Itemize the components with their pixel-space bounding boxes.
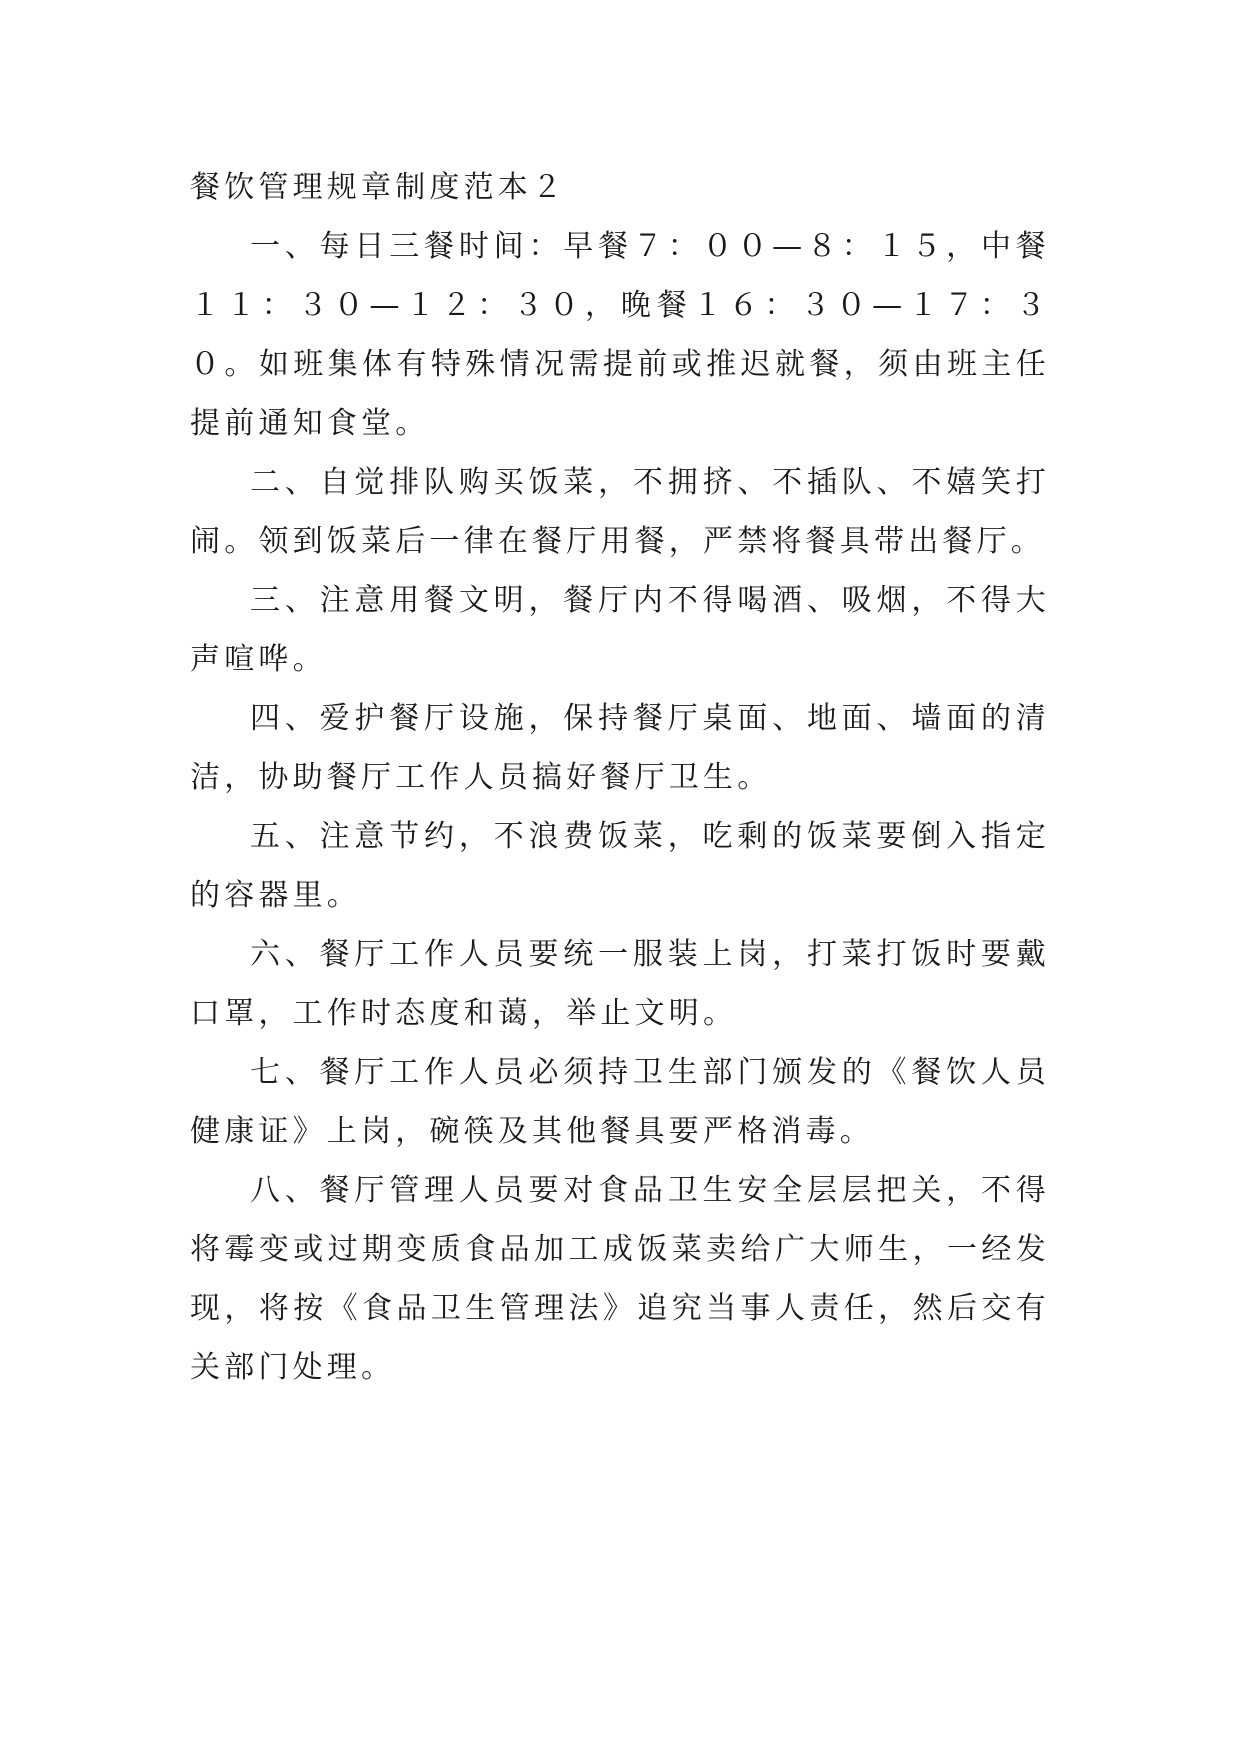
paragraph-4-facilities: 四、爱护餐厅设施，保持餐厅桌面、地面、墙面的清洁，协助餐厅工作人员搞好餐厅卫生。 [190, 701, 1050, 795]
paragraph-5-no-waste: 五、注意节约，不浪费饭菜，吃剩的饭菜要倒入指定的容器里。 [190, 819, 1050, 913]
paragraph-3-dining-manners: 三、注意用餐文明，餐厅内不得喝酒、吸烟，不得大声喧哗。 [190, 583, 1050, 677]
paragraph-8-food-safety: 八、餐厅管理人员要对食品卫生安全层层把关，不得将霉变或过期变质食品加工成饭菜卖给广大师生，一经发现，将按《食品卫生管理法》追究当事人责任，然后交有关部门处理。 [190, 1173, 1050, 1385]
paragraph-7-health-certificate: 七、餐厅工作人员必须持卫生部门颁发的《餐饮人员健康证》上岗，碗筷及其他餐具要严格消毒。 [190, 1055, 1050, 1149]
document-body [190, 158, 1050, 1397]
paragraph-1-meal-times: 一、每日三餐时间：早餐７：００—８：１５，中餐１１：３０—１２：３０，晚餐１６：３０—１７：３０。如班集体有特殊情况需提前或推迟就餐，须由班主任提前通知食堂。 [190, 229, 1050, 441]
paragraph-2-queue: 二、自觉排队购买饭菜，不拥挤、不插队、不嬉笑打闹。领到饭菜后一律在餐厅用餐，严禁将餐具带出餐厅。 [190, 465, 1050, 559]
paragraph-6-staff-uniform: 六、餐厅工作人员要统一服装上岗，打菜打饭时要戴口罩，工作时态度和蔼，举止文明。 [190, 937, 1050, 1031]
document-title: 餐饮管理规章制度范本２ [190, 170, 567, 205]
